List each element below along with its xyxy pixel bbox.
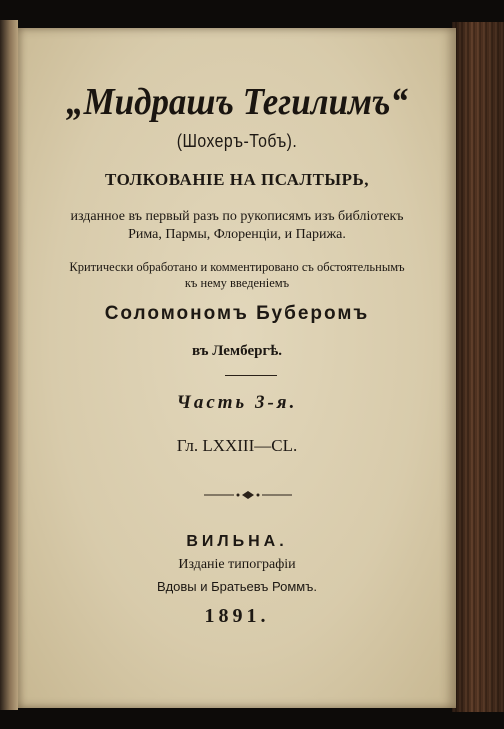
- edition-note-line1: изданное въ первый разъ по рукописямъ изъ библіотекъ: [70, 209, 404, 224]
- author-name: Соломономъ Буберомъ: [104, 303, 370, 324]
- title-page: [18, 28, 456, 708]
- publication-city: ВИЛЬНА.: [186, 533, 288, 550]
- left-page-edge: [0, 20, 18, 710]
- chapter-range: Гл. LXXIII—CL.: [176, 436, 298, 455]
- part-number: Часть 3-я.: [176, 392, 298, 413]
- critical-note-line1: Критически обработано и комментировано съ обстоятельнымъ: [69, 260, 405, 274]
- book-subtitle: (Шохеръ-Тобъ).: [176, 131, 298, 151]
- publication-year: 1891.: [204, 605, 270, 627]
- book-heading: ТОЛКОВАНІЕ НА ПСАЛТЫРЬ,: [104, 170, 369, 189]
- publisher-line1: Изданіе типографіи: [178, 557, 296, 572]
- critical-note-line2: къ нему введеніемъ: [184, 276, 290, 290]
- divider-rule: [225, 375, 277, 376]
- edition-note-line2: Рима, Пармы, Флоренціи, и Парижа.: [128, 227, 346, 242]
- author-place: въ Лембергѣ.: [191, 343, 283, 359]
- ornament-divider: [204, 490, 292, 500]
- book-edge-shadow: [452, 22, 504, 712]
- book-title: „Мидрашъ Тегилимъ“: [66, 81, 408, 123]
- publisher-line2: Вдовы и Братьевъ Роммъ.: [157, 579, 317, 594]
